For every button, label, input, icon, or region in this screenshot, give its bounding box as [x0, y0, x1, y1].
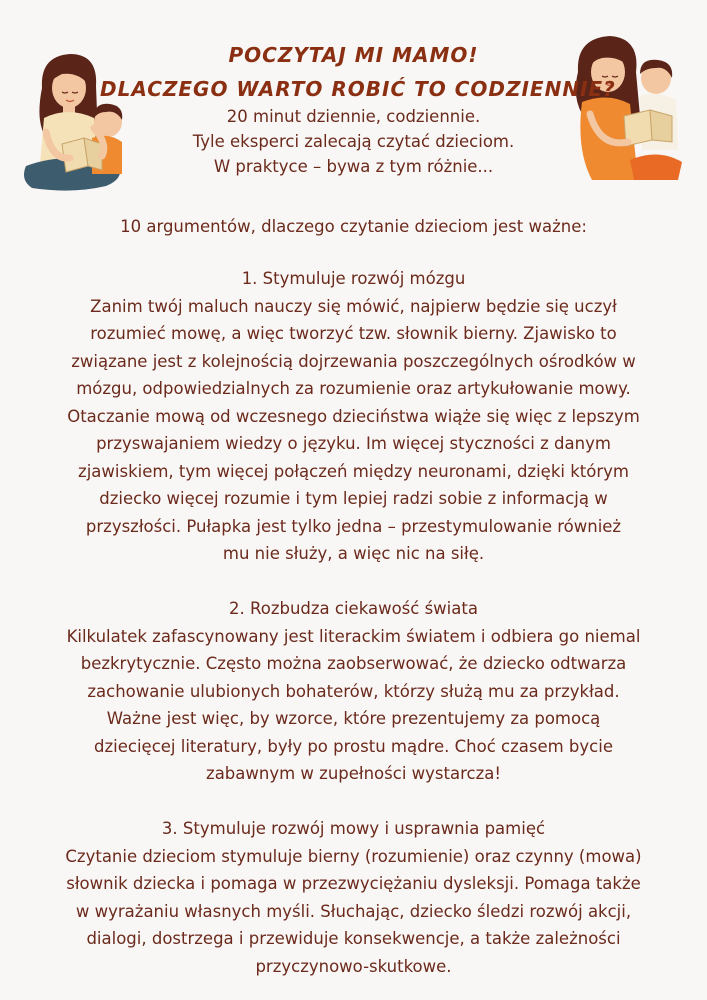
lead-text: 10 argumentów, dlaczego czytanie dzieciom jest ważne:	[120, 217, 587, 236]
title-line-2: DLACZEGO WARTO ROBIĆ TO CODZIENNIE?	[100, 77, 616, 101]
intro-text	[130, 104, 577, 179]
section-line: mu nie służy, a więc nic na siłę.	[222, 544, 485, 563]
section-heading: 2. Rozbudza ciekawość świata	[229, 599, 478, 618]
section-line: mózgu, odpowiedzialnych za rozumienie oraz artykułowanie mowy.	[76, 379, 631, 398]
intro-line: W praktyce – bywa z tym różnie...	[213, 157, 494, 176]
section-line: Zanim twój maluch nauczy się mówić, najpierw będzie się uczył	[90, 296, 617, 316]
section-1	[0, 265, 707, 568]
title-line-1: POCZYTAJ MI MAMO!	[228, 43, 479, 67]
section-line: zabawnym w zupełności wystarcza!	[206, 764, 501, 783]
section-line: Czytanie dzieciom stymuluje bierny (rozumienie) oraz czynny (mowa)	[65, 846, 642, 866]
section-line: związane jest z kolejnością dojrzewania poszczególnych ośrodków w	[71, 351, 636, 371]
section-2	[0, 595, 707, 788]
page-title	[100, 38, 616, 106]
section-line: przyczynowo-skutkowe.	[255, 956, 452, 976]
section-line: w wyrażaniu własnych myśli. Słuchając, dziecko śledzi rozwój akcji,	[75, 901, 632, 921]
section-line: słownik dziecka i pomaga w przezwyciężaniu dysleksji. Pomaga także	[66, 874, 641, 893]
section-line: rozumieć mowę, a więc tworzyć tzw. słownik bierny. Zjawisko to	[90, 324, 617, 343]
section-line: Otaczanie mową od wczesnego dzieciństwa wiąże się więc z lepszym	[67, 406, 640, 426]
section-line: przyszłości. Pułapka jest tylko jedna – przestymulowanie również	[85, 516, 622, 536]
section-line: zachowanie ulubionych bohaterów, którzy służą mu za przykład.	[87, 681, 620, 701]
intro-line: Tyle eksperci zalecają czytać dzieciom.	[192, 132, 515, 151]
intro-line: 20 minut dziennie, codziennie.	[226, 107, 481, 126]
section-line: przyswajaniem wiedzy o języku. Im więcej styczności z danym	[96, 434, 611, 453]
section-line: zjawiskiem, tym więcej połączeń między neuronami, dzięki którym	[78, 461, 629, 481]
section-line: bezkrytycznie. Często można zaobserwować, że dziecko odtwarza	[80, 654, 627, 673]
section-line: dialogi, dostrzega i przewiduje konsekwencje, a także zależności	[86, 929, 621, 948]
section-line: Kilkulatek zafascynowany jest literackim światem i odbiera go niemal	[66, 626, 641, 646]
section-heading: 1. Stymuluje rozwój mózgu	[241, 269, 466, 288]
section-line: Ważne jest więc, by wzorce, które prezentujemy za pomocą	[106, 709, 601, 728]
section-heading: 3. Stymuluje rozwój mowy i usprawnia pamięć	[161, 819, 546, 838]
section-line: dziecko więcej rozumie i tym lepiej radzi sobie z informacją w	[99, 489, 608, 508]
section-line: dziecięcej literatury, były po prostu mądre. Choć czasem bycie	[94, 736, 613, 756]
section-3	[0, 815, 707, 980]
